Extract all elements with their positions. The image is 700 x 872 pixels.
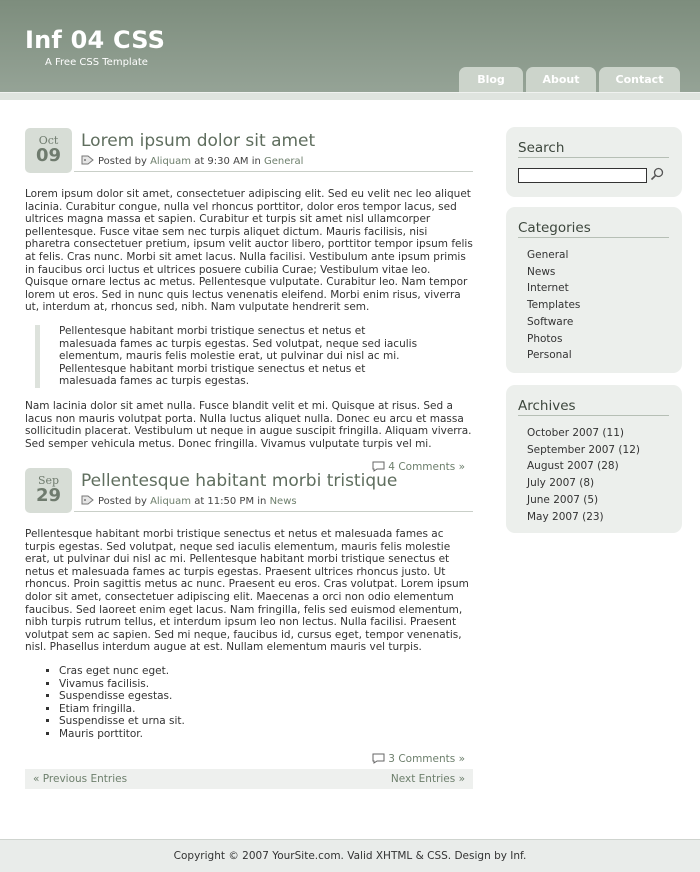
post-meta (81, 495, 297, 507)
list-item: ▪ Suspendisse et urna sit. (59, 715, 473, 728)
post-date-month: Oct (38, 134, 59, 147)
comment-bubble-icon (372, 753, 385, 764)
post-paragraph: Lorem ipsum dolor sit amet, consectetuer adipiscing elit. Sed eu velit nec leo aliquet lacinia. Curabitur congue, nulla vel rhoncus porttitor, dolor eros tempor lacus, sed ultrices magna massa et sapien. Curabitur et turpis sit amet nisl ullamcorper pellentesque. Fusce vitae sem nec turpis aliquet dictum. Mauris facilisis, nisi pharetra consectetuer pretium, ipsum velit auctor libero, porttitor tempor ipsum felis at felis. Cras nunc. Morbi sit amet lacus. Nulla facilisi. Vestibulum ante ipsum primis in faucibus orci luctus et ultrices posuere cubilia Curae; Vestibulum vitae leo. Quisque ornare lectus ac metus. Pellentesque vulputate. Curabitur leo. Nam tempor lorem ut eros. Sed in nunc quis lectus venenatis eleifend. Morbi enim risus, viverra ut, interdum at, rhoncus sed, nibh. Nam vulputate hendrerit sem. (25, 188, 473, 314)
post-date-day: 09 (35, 145, 62, 166)
sidebar-heading-search: Search (518, 140, 669, 158)
sidebar-heading-categories: Categories (518, 220, 669, 238)
search-icon[interactable] (650, 167, 664, 181)
comments-link[interactable] (25, 753, 473, 765)
post-bullet-list (59, 665, 473, 741)
pagination-bar (25, 769, 473, 789)
post-body (25, 188, 473, 450)
sidebar-archives-box (506, 385, 682, 533)
nav-tab-about[interactable]: About (526, 67, 596, 93)
post-title[interactable]: Lorem ipsum dolor sit amet (81, 131, 316, 151)
main-content (25, 128, 473, 765)
footer-copyright: Copyright © 2007 YourSite.com. Valid XHTML & CSS. Design by Inf. (173, 850, 527, 862)
post-author-link[interactable]: Aliquam (150, 156, 192, 167)
category-item-templates[interactable]: Templates (527, 299, 581, 312)
site-tagline: A Free CSS Template (45, 57, 148, 68)
list-item: ▪ Etiam fringilla. (59, 703, 473, 716)
archive-item[interactable]: August 2007 (28) (527, 460, 619, 473)
previous-entries-link[interactable]: « Previous Entries (33, 773, 128, 785)
category-item-general[interactable]: General (527, 249, 569, 261)
category-list (527, 247, 682, 364)
archive-item[interactable]: September 2007 (12) (527, 443, 640, 456)
post-meta-time: at 9:30 AM in (194, 156, 261, 167)
nav-tab-blog[interactable]: Blog (459, 67, 523, 93)
list-item: ▪ Cras eget nunc eget. (59, 665, 473, 678)
post-paragraph: Pellentesque habitant morbi tristique senectus et netus et malesuada fames ac turpis egestas. Sed volutpat, neque sed iaculis elementum, mauris felis molestie erat, ut pulvinar dui nisl ac mi. Pellentesque habitant morbi tristique senectus et netus et malesuada fames ac turpis egestas. Praesent ultrices rhoncus justo. Ut rhoncus. Proin sagittis metus ac nunc. Praesent eu eros. Cras volutpat. Lorem ipsum dolor sit amet, consectetuer adipiscing elit. Maecenas a orci non odio elementum faucibus. Sed laoreet enim eget lacus. Nam fringilla, felis sed euismod elementum, nibh turpis rutrum tellus, et interdum ipsum leo non lectus. Nulla facilisi. Praesent volutpat sem ac sapien. Sed mi neque, faucibus id, cursus eget, tempor venenatis, nisl. Phasellus interdum augue at est. Nullam elementum mauris vel turpis. (25, 528, 469, 654)
search-input[interactable] (518, 168, 647, 183)
blog-post (25, 468, 473, 781)
list-item: ▪ Vivamus facilisis. (59, 678, 473, 691)
post-author-link[interactable]: Aliquam (150, 496, 192, 507)
archive-item[interactable]: May 2007 (23) (527, 510, 604, 523)
post-date-day: 29 (35, 485, 62, 506)
post-date-badge (25, 468, 72, 513)
sidebar-search-box (506, 127, 682, 197)
site-footer (0, 839, 700, 872)
category-item-software[interactable]: Software (527, 315, 574, 328)
site-title[interactable]: Inf 04 CSS (25, 26, 166, 54)
post-header (25, 128, 473, 174)
next-entries-link[interactable]: Next Entries » (390, 773, 465, 785)
post-body (25, 528, 473, 741)
post-title[interactable]: Pellentesque habitant morbi tristique (81, 471, 398, 491)
tag-icon (81, 155, 94, 165)
archive-list (527, 425, 682, 525)
list-item: ▪ Suspendisse egestas. (59, 690, 473, 703)
blog-post (25, 128, 473, 474)
archive-item[interactable]: October 2007 (11) (527, 427, 624, 439)
category-item-photos[interactable]: Photos (527, 332, 563, 345)
post-meta-prefix: Posted by (98, 496, 147, 507)
sidebar-categories-box (506, 207, 682, 373)
tag-icon (81, 495, 94, 505)
post-meta-divider (74, 171, 473, 172)
post-meta (81, 155, 303, 167)
post-header (25, 468, 473, 514)
post-category-link[interactable]: News (269, 496, 297, 507)
sidebar-heading-archives: Archives (518, 398, 669, 416)
archive-item[interactable]: July 2007 (8) (527, 477, 595, 490)
post-paragraph: Nam lacinia dolor sit amet nulla. Fusce blandit velit et mi. Quisque at risus. Sed a lacus non mauris volutpat porta. Nulla luctus aliquet nulla. Donec eu arcu et massa sollicitudin placerat. Vestibulum ut neque in augue suscipit fringilla. Aliquam viverra. Sed semper vehicula metus. Donec fringilla. Vivamus vulputate turpis vel mi. (25, 399, 472, 450)
comments-count[interactable]: 3 Comments » (388, 752, 465, 765)
post-date-badge (25, 128, 72, 173)
category-item-news[interactable]: News (527, 265, 556, 278)
post-date-month: Sep (37, 474, 60, 487)
site-header (0, 0, 700, 92)
category-item-internet[interactable]: Internet (527, 282, 569, 295)
header-divider-bar (0, 92, 700, 100)
list-item: ▪ Mauris porttitor. (59, 728, 473, 741)
nav-tab-contact[interactable]: Contact (599, 67, 680, 93)
post-blockquote: Pellentesque habitant morbi tristique senectus et netus et malesuada fames ac turpis egestas. Sed volutpat, neque sed iaculis elementum, mauris felis molestie erat, ut pulvinar dui nisl ac mi. Pellentesque habitant morbi tristique senectus et netus et malesuada fames ac turpis egestas. (35, 325, 425, 388)
category-item-personal[interactable]: Personal (527, 349, 572, 362)
post-meta-prefix: Posted by (98, 156, 147, 167)
post-meta-time: at 11:50 PM in (194, 496, 267, 507)
post-meta-divider (74, 511, 473, 512)
comments-count[interactable]: 4 Comments » (388, 461, 465, 474)
post-category-link[interactable]: General (264, 156, 304, 167)
archive-item[interactable]: June 2007 (5) (527, 493, 599, 506)
